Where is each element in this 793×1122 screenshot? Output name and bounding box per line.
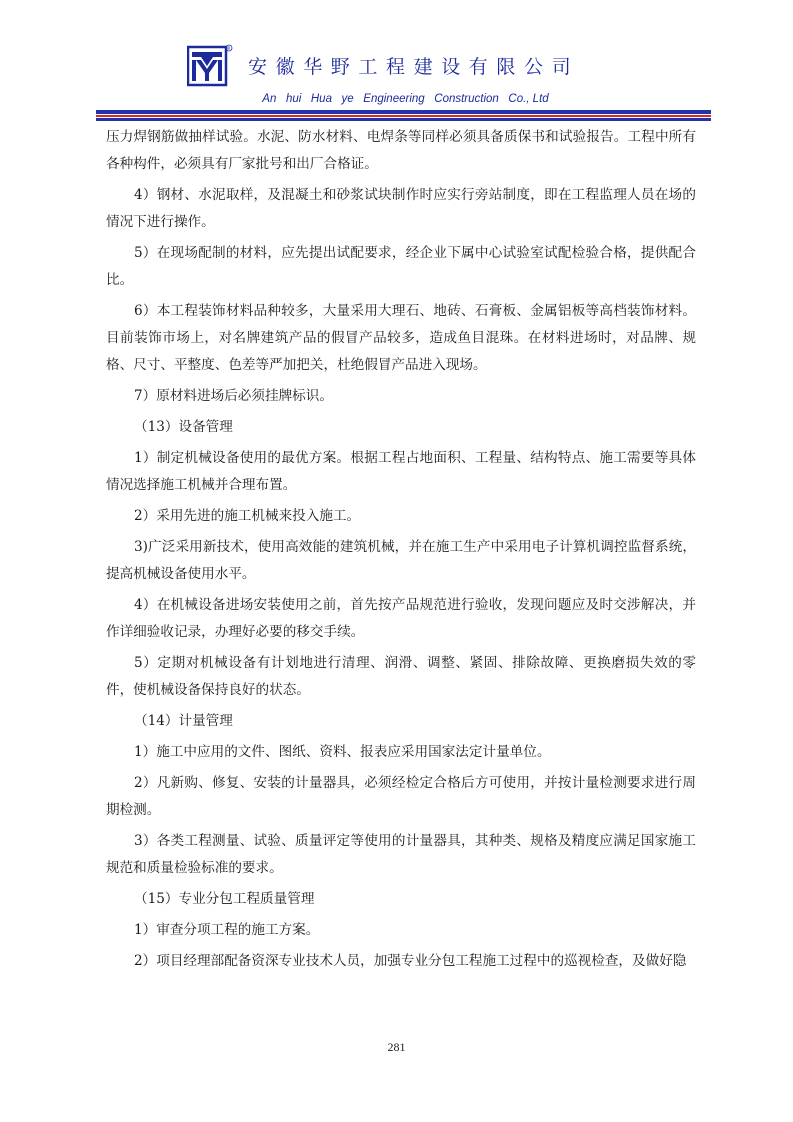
section-heading: （15）专业分包工程质量管理 bbox=[134, 891, 315, 907]
paragraph: 3）各类工程测量、试验、质量评定等使用的计量器具，其种类、规格及精度应满足国家施工规范和质量检验标准的要求。 bbox=[106, 833, 696, 876]
page-number: 281 bbox=[387, 1040, 406, 1054]
section-heading: （13）设备管理 bbox=[134, 419, 233, 435]
header-rule-red bbox=[96, 115, 711, 117]
document-body bbox=[106, 124, 696, 979]
paragraph: 1）施工中应用的文件、图纸、资料、报表应采用国家法定计量单位。 bbox=[134, 744, 551, 760]
svg-text:R: R bbox=[227, 46, 231, 52]
paragraph: 3)广泛采用新技术，使用高效能的建筑机械，并在施工生产中采用电子计算机调控监督系统，提高机械设备使用水平。 bbox=[106, 539, 696, 582]
paragraph: 5）在现场配制的材料，应先提出试配要求，经企业下属中心试验室试配检验合格，提供配合比。 bbox=[106, 245, 696, 288]
paragraph: 2）采用先进的施工机械来投入施工。 bbox=[134, 508, 361, 524]
company-logo-icon bbox=[187, 44, 233, 88]
paragraph: 6）本工程装饰材料品种较多，大量采用大理石、地砖、石膏板、金属铝板等高档装饰材料。目前装饰市场上，对名牌建筑产品的假冒产品较多，造成鱼目混珠。在材料进场时，对品牌、规格、尺寸、平整度、色差等严加把关，杜绝假冒产品进入现场。 bbox=[106, 303, 696, 373]
company-name-chinese: 安徽华野工程建设有限公司 bbox=[248, 56, 580, 78]
paragraph: 2）凡新购、修复、安装的计量器具，必须经检定合格后方可使用，并按计量检测要求进行周期检测。 bbox=[106, 775, 696, 818]
paragraph: 1）制定机械设备使用的最优方案。根据工程占地面积、工程量、结构特点、施工需要等具体情况选择施工机械并合理布置。 bbox=[106, 450, 696, 493]
paragraph: 7）原材料进场后必须挂牌标识。 bbox=[134, 388, 333, 404]
paragraph: 5）定期对机械设备有计划地进行清理、润滑、调整、紧固、排除故障、更换磨损失效的零件，使机械设备保持良好的状态。 bbox=[106, 655, 696, 698]
paragraph: 1）审查分项工程的施工方案。 bbox=[134, 922, 320, 938]
paragraph-continuation: 压力焊钢筋做抽样试验。水泥、防水材料、电焊条等同样必须具备质保书和试验报告。工程中所有各种构件，必须具有厂家批号和出厂合格证。 bbox=[106, 129, 696, 172]
paragraph: 2）项目经理部配备资深专业技术人员，加强专业分包工程施工过程中的巡视检查，及做好隐 bbox=[134, 953, 687, 969]
page-header bbox=[0, 0, 793, 125]
paragraph: 4）在机械设备进场安装使用之前，首先按产品规范进行验收，发现问题应及时交涉解决，并作详细验收记录，办理好必要的移交手续。 bbox=[106, 597, 696, 640]
section-heading: （14）计量管理 bbox=[134, 713, 233, 729]
header-rule-blue-lower bbox=[96, 118, 711, 121]
header-rule-blue bbox=[96, 110, 711, 114]
paragraph: 4）钢材、水泥取样，及混凝土和砂浆试块制作时应实行旁站制度，即在工程监理人员在场的情况下进行操作。 bbox=[106, 187, 696, 230]
company-name-english: An hui Hua ye Engineering Construction Co., Ltd bbox=[262, 93, 549, 105]
